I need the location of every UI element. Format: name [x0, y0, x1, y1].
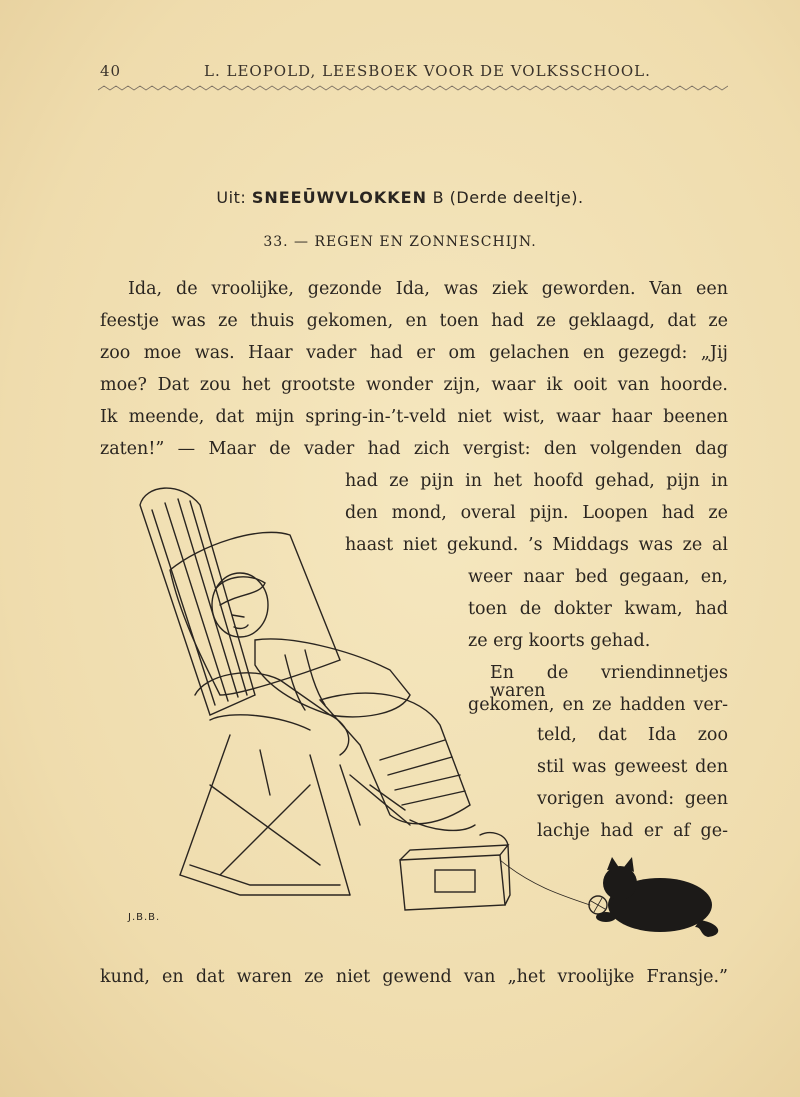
- text-line: gekomen, en ze hadden ver-: [468, 695, 728, 715]
- text-line: toen de dokter kwam, had: [468, 599, 728, 619]
- header-rule: [98, 84, 728, 92]
- text-line: lachje had er af ge-: [537, 821, 728, 841]
- footstool: [400, 855, 505, 910]
- text-line: weer naar bed gegaan, en,: [468, 567, 728, 587]
- chapter-heading: 33. — REGEN EN ZONNESCHIJN.: [263, 234, 537, 250]
- text-line: feestje was ze thuis gekomen, en toen had ze geklaagd, dat ze: [100, 311, 728, 331]
- illustration-girl-in-chair: [110, 465, 730, 955]
- page-number: 40: [100, 62, 122, 80]
- text-line: zoo moe was. Haar vader had er om gelachen en gezegd: „Jij: [100, 343, 728, 363]
- text-line: stil was geweest den: [537, 757, 728, 777]
- text-line: kund, en dat waren ze niet gewend van „het vroolijke Fransje.”: [100, 967, 728, 987]
- running-title: L. LEOPOLD, LEESBOEK VOOR DE VOLKSSCHOOL.: [204, 62, 651, 80]
- text-line: zaten!” — Maar de vader had zich vergist: den volgenden dag: [100, 439, 728, 459]
- text-line: Ik meende, dat mijn spring-in-’t-veld niet wist, waar haar beenen: [100, 407, 728, 427]
- text-line: had ze pijn in het hoofd gehad, pijn in: [345, 471, 728, 491]
- text-line: En de vriendinnetjes waren: [490, 663, 728, 701]
- text-line: moe? Dat zou het grootste wonder zijn, waar ik ooit van hoorde.: [100, 375, 728, 395]
- chair-back: [140, 488, 255, 715]
- girl-body: [255, 639, 410, 717]
- text-line: haast niet gekund. ’s Middags was ze al: [345, 535, 728, 555]
- source-title: SNEEŪWVLOKKEN: [251, 188, 427, 207]
- source-prefix: Uit:: [216, 188, 247, 207]
- source-suffix: B (Derde deeltje).: [432, 188, 584, 207]
- text-line: vorigen avond: geen: [537, 789, 728, 809]
- illustrator-signature: J.B.B.: [128, 912, 161, 923]
- source-line: [0, 188, 800, 207]
- text-line: teld, dat Ida zoo: [537, 725, 728, 745]
- text-line: ze erg koorts gehad.: [468, 631, 651, 651]
- text-line: Ida, de vroolijke, gezonde Ida, was ziek geworden. Van een: [128, 279, 728, 299]
- black-cat: [596, 857, 718, 937]
- text-line: den mond, overal pijn. Loopen had ze: [345, 503, 728, 523]
